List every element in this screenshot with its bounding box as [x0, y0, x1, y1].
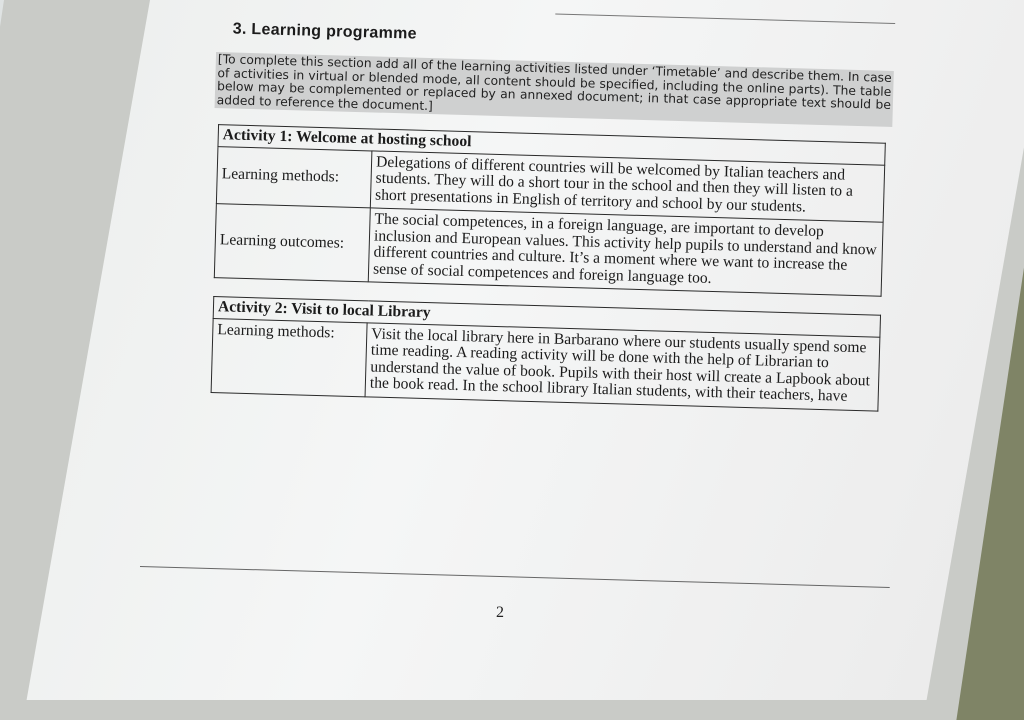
learning-methods-text: Visit the local library here in Barbarano where our students usually spend some time reading. A reading activity will be done with the help of Librarian to understand the value of book. Pupils with their host will create a Lapbook about the book read. In the school library Italian students, with their teachers, have — [365, 322, 880, 410]
section-heading: 3. Learning programme — [232, 20, 418, 43]
activity-2-table — [211, 296, 881, 411]
page-content — [205, 20, 895, 411]
learning-outcomes-text: The social competences, in a foreign language, are important to develop inclusion and European values. This activity help pupils to understand and know different countries and culture. It’s a moment where we want to increase the sense of social competences and foreign language too. — [368, 208, 883, 296]
learning-outcomes-label: Learning outcomes: — [214, 204, 370, 282]
activity-1-table — [214, 124, 886, 297]
learning-methods-label: Learning methods: — [216, 146, 372, 208]
instructions-text: [To complete this section add all of the learning activities listed under ‘Timetable’ and describe them. In case of activities in virtual or blended mode, all content should be specified, including the online parts). The table below may be complemented or replaced by an annexed document; in that case appropriate text should be added to reference the document.] — [215, 52, 894, 127]
learning-methods-label: Learning methods: — [211, 318, 367, 396]
activity-title: Activity 2: Visit to local Library — [213, 297, 880, 337]
learning-methods-text: Delegations of different countries will be welcomed by Italian teachers and students. They will do a short tour in the school and then they will listen to a short presentations in English of territory and school by our students. — [370, 150, 884, 222]
page-number: 2 — [496, 604, 504, 621]
activity-title: Activity 1: Welcome at hosting school — [218, 125, 885, 165]
